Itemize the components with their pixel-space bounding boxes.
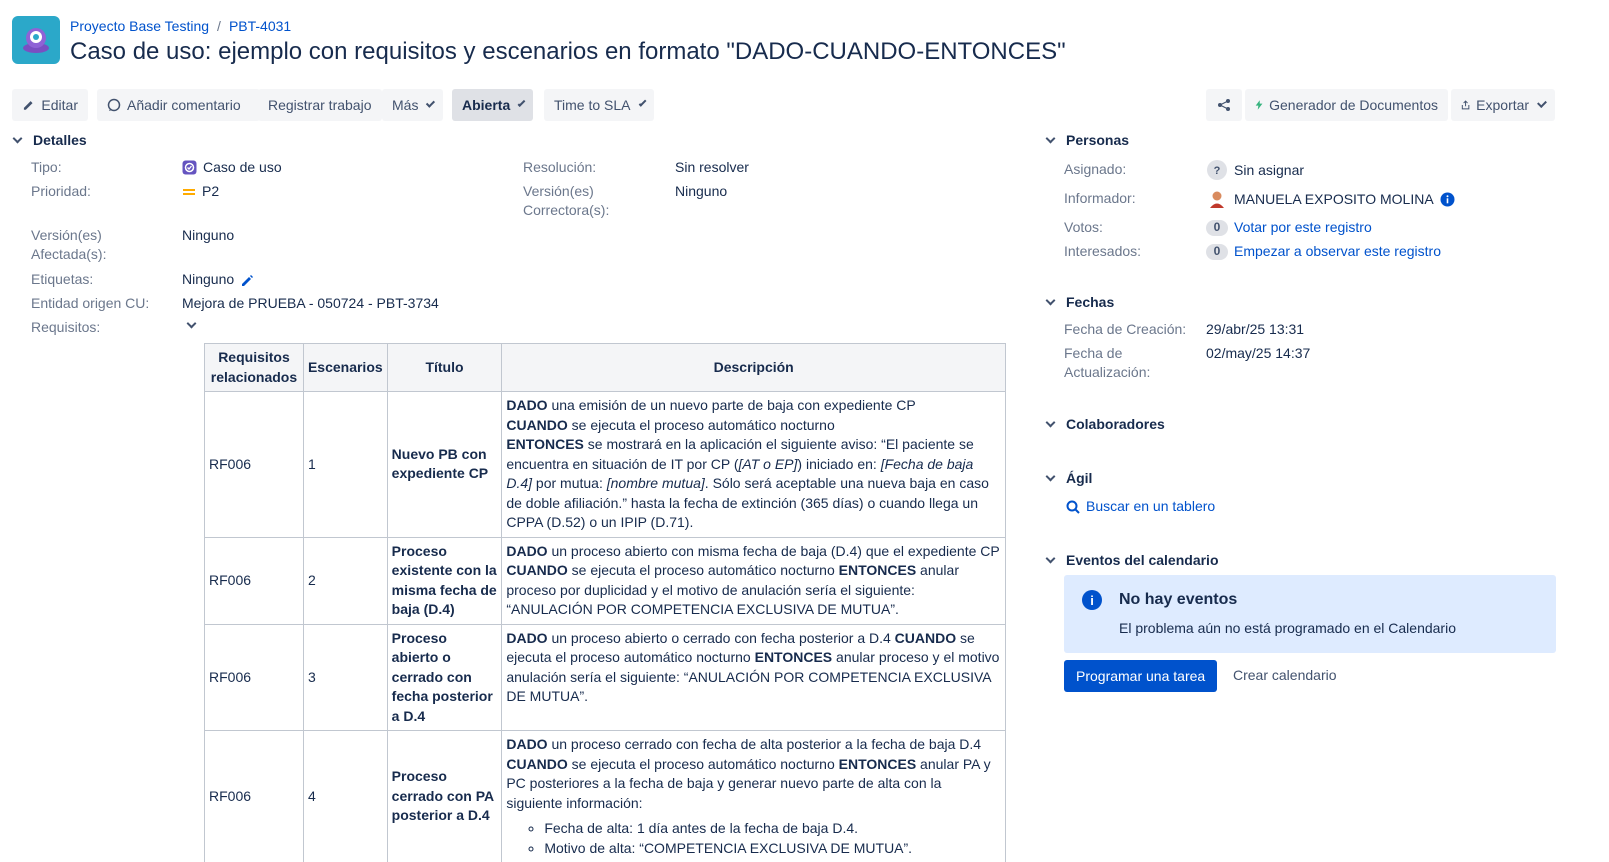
list-item: ◦ Fecha de alta: 1 día antes de la fecha de baja D.4. — [544, 819, 1001, 839]
header-titulo: Título — [387, 344, 502, 392]
fechas-heading: Fechas — [1066, 294, 1115, 310]
header-requisitos: Requisitos relacionados — [205, 344, 304, 392]
use-case-icon — [182, 160, 197, 175]
chevron-down-icon — [187, 319, 197, 329]
time-to-sla-button[interactable] — [544, 89, 654, 121]
table-row — [205, 537, 1006, 624]
desc-text: ) iniciado en: — [797, 455, 881, 472]
status-label: Abierta — [462, 97, 511, 113]
chevron-down-icon — [1046, 418, 1056, 428]
document-generator-label: Generador de Documentos — [1269, 97, 1438, 113]
watch-link[interactable]: Empezar a observar este registro — [1234, 243, 1441, 259]
keyword-entonces: ENTONCES — [506, 436, 584, 452]
keyword-entonces: ENTONCES — [754, 649, 833, 665]
keyword-cuando: CUANDO — [894, 629, 957, 646]
status-button[interactable] — [452, 89, 533, 121]
desc-text: se ejecuta el proceso automático nocturno — [567, 416, 835, 433]
chevron-down-icon — [1046, 134, 1056, 144]
cell-titulo: Proceso cerrado con PA posterior a D.4 — [387, 731, 502, 862]
share-button[interactable] — [1206, 89, 1242, 121]
toolbar — [12, 89, 1597, 121]
chevron-down-icon — [1046, 554, 1056, 564]
actualizacion-value: 02/may/25 14:37 — [1206, 345, 1311, 361]
no-events-text: El problema aún no está programado en el Calendario — [1119, 620, 1456, 636]
chevron-down-icon — [1046, 472, 1056, 482]
sla-label: Time to SLA — [554, 97, 631, 113]
etiquetas-label: Etiquetas: — [31, 271, 94, 287]
votos-label: Votos: — [1064, 219, 1103, 235]
desc-text: . Sólo será aceptable una nueva baja en caso de doble afiliación.” hasta la fecha de extinción (365 días) o cuando llega un CPPA (D.52) o un IPIP (D.71). — [506, 475, 989, 530]
search-icon — [1066, 500, 1080, 514]
svg-text:?: ? — [1213, 165, 1221, 177]
desc-text: anular proceso por duplicidad y el motivo de anulación sería el siguiente: “ANULACIÓN POR COMPETENCIA EXCLUSIVA DE MUTUA”. — [506, 562, 959, 617]
cell-descripcion — [502, 537, 1006, 624]
version-correctora-label-line2: Correctora(s): — [523, 202, 610, 218]
no-events-panel — [1064, 575, 1556, 653]
schedule-task-button[interactable]: Programar una tarea — [1064, 660, 1217, 692]
cell-requisito: RF006 — [205, 392, 304, 538]
edit-label: Editar — [41, 97, 78, 113]
cell-titulo: Nuevo PB con expediente CP — [387, 392, 502, 538]
informador-value[interactable] — [1206, 188, 1455, 210]
create-calendar-button[interactable]: Crear calendario — [1233, 667, 1337, 683]
breadcrumb — [70, 18, 291, 34]
asignado-text: Sin asignar — [1234, 161, 1305, 178]
export-icon — [1461, 98, 1470, 112]
tipo-text: Caso de uso — [203, 159, 282, 175]
votos-value — [1206, 218, 1372, 237]
desc-italic: [Fecha de baja D.4] — [506, 455, 974, 491]
issue-title[interactable]: Caso de uso: ejemplo con requisitos y escenarios en formato "DADO-CUANDO-ENTONCES" — [70, 38, 1066, 65]
requisitos-toggle[interactable] — [186, 323, 201, 327]
version-afectada-label — [31, 226, 106, 264]
export-label: Exportar — [1476, 97, 1530, 113]
desc-text: un proceso cerrado con fecha de alta posterior a la fecha de baja D.4 — [547, 736, 982, 752]
tipo-value — [182, 158, 282, 177]
prioridad-value — [182, 182, 219, 201]
cell-requisito: RF006 — [205, 624, 304, 731]
project-avatar[interactable] — [12, 16, 60, 64]
user-avatar-icon — [1206, 188, 1228, 210]
export-button[interactable] — [1451, 89, 1555, 121]
cell-escenario: 1 — [303, 392, 387, 538]
priority-medium-icon — [182, 186, 196, 198]
details-section-toggle[interactable] — [12, 132, 87, 148]
personas-section-toggle[interactable] — [1045, 132, 1129, 148]
table-row — [205, 624, 1006, 731]
header-escenarios: Escenarios — [303, 344, 387, 392]
more-button[interactable] — [382, 89, 443, 121]
version-correctora-value: Ninguno — [675, 183, 728, 199]
cell-descripcion — [502, 624, 1006, 731]
no-events-title: No hay eventos — [1119, 591, 1238, 608]
details-heading: Detalles — [33, 132, 87, 148]
colaboradores-section-toggle[interactable] — [1045, 416, 1165, 432]
list-item: ◦ Motivo de alta: “COMPETENCIA EXCLUSIVA DE MUTUA”. — [544, 839, 1001, 859]
log-work-button[interactable] — [258, 89, 382, 121]
add-comment-button[interactable] — [97, 89, 260, 121]
breadcrumb-separator: / — [217, 18, 221, 34]
keyword-cuando: CUANDO — [506, 755, 568, 772]
colaboradores-heading: Colaboradores — [1066, 416, 1165, 432]
document-generator-button[interactable] — [1245, 89, 1448, 121]
etiquetas-value[interactable] — [182, 270, 254, 289]
keyword-cuando: CUANDO — [506, 416, 568, 433]
pencil-icon — [22, 98, 35, 112]
search-board-text: Buscar en un tablero — [1086, 498, 1216, 514]
resolucion-value: Sin resolver — [675, 159, 749, 175]
personas-heading: Personas — [1066, 132, 1130, 148]
table-row — [205, 731, 1006, 862]
desc-text: un proceso abierto con misma fecha de baja (D.4) que el expediente CP — [547, 542, 1000, 559]
version-afectada-value: Ninguno — [182, 227, 235, 243]
etiquetas-text: Ninguno — [182, 271, 235, 287]
cell-titulo: Proceso existente con la misma fecha de baja (D.4) — [387, 537, 502, 624]
chevron-down-icon — [1046, 296, 1056, 306]
desc-text: se ejecuta el proceso automático nocturno — [567, 755, 839, 772]
interesados-value — [1206, 242, 1441, 261]
entidad-origen-label: Entidad origen CU: — [31, 295, 150, 311]
keyword-dado: DADO — [506, 542, 548, 559]
log-work-label: Registrar trabajo — [268, 97, 372, 113]
version-correctora-label-line1: Versión(es) — [523, 183, 594, 199]
cell-requisito: RF006 — [205, 537, 304, 624]
cell-escenario: 4 — [303, 731, 387, 862]
desc-italic: [AT o EP] — [738, 455, 798, 472]
calendario-heading: Eventos del calendario — [1066, 552, 1219, 568]
breadcrumb-issue-key[interactable]: PBT-4031 — [228, 18, 292, 34]
asignado-label: Asignado: — [1064, 161, 1127, 177]
informador-label: Informador: — [1064, 190, 1136, 206]
cell-requisito: RF006 — [205, 731, 304, 862]
keyword-dado: DADO — [506, 736, 548, 752]
more-label: Más — [392, 97, 419, 113]
actualizacion-label-line1: Fecha de — [1064, 345, 1123, 361]
chevron-down-icon — [13, 134, 23, 144]
desc-text: se mostrará en la aplicación el siguiente aviso: “El paciente se encuentra en situación de IT por CP ( — [506, 436, 974, 472]
pencil-icon[interactable] — [240, 273, 254, 287]
actualizacion-label — [1064, 344, 1150, 382]
requirements-table — [204, 343, 1006, 862]
informador-text: MANUELA EXPOSITO MOLINA — [1234, 190, 1434, 207]
actualizacion-label-line2: Actualización: — [1064, 364, 1151, 380]
lightning-icon — [1255, 98, 1263, 112]
votos-count-badge: 0 — [1206, 220, 1228, 236]
interesados-label: Interesados: — [1064, 243, 1142, 259]
unassigned-avatar-icon — [1206, 159, 1228, 181]
prioridad-label: Prioridad: — [31, 183, 91, 199]
cell-escenario: 3 — [303, 624, 387, 731]
tipo-label: Tipo: — [31, 159, 62, 175]
header — [12, 16, 60, 64]
comment-icon — [107, 98, 121, 112]
asignado-value[interactable] — [1206, 159, 1304, 181]
version-correctora-label — [523, 182, 609, 220]
desc-text: por mutua: — [532, 475, 607, 491]
desc-text: anular proceso y el motivo anulación sería el siguiente: “ANULACIÓN POR COMPETENCIA EXCLUSIVA DE MUTUA”. — [506, 649, 1000, 704]
header-descripcion: Descripción — [502, 344, 1006, 392]
version-afectada-label-line1: Versión(es) — [31, 227, 102, 243]
cell-descripcion — [502, 392, 1006, 538]
resolucion-label: Resolución: — [523, 159, 597, 175]
keyword-entonces: ENTONCES — [838, 562, 917, 578]
chevron-down-icon — [1537, 98, 1547, 108]
breadcrumb-project[interactable]: Proyecto Base Testing — [70, 18, 210, 34]
search-board-link[interactable] — [1066, 497, 1215, 516]
desc-text: se ejecuta el proceso automático nocturno — [506, 629, 975, 665]
desc-italic: [nombre mutua] — [606, 475, 705, 491]
info-icon[interactable] — [1440, 192, 1455, 207]
chevron-down-icon — [518, 99, 526, 107]
edit-button[interactable] — [12, 89, 88, 121]
agil-section-toggle[interactable] — [1045, 470, 1092, 486]
version-afectada-label-line2: Afectada(s): — [31, 246, 107, 262]
entidad-origen-value: Mejora de PRUEBA - 050724 - PBT-3734 — [182, 295, 439, 311]
cell-titulo: Proceso abierto o cerrado con fecha posterior a D.4 — [387, 624, 502, 731]
keyword-dado: DADO — [506, 397, 548, 413]
requisitos-label: Requisitos: — [31, 319, 101, 335]
table-header-row — [205, 344, 1006, 392]
calendario-section-toggle[interactable] — [1045, 552, 1219, 568]
creacion-label: Fecha de Creación: — [1064, 321, 1187, 337]
chevron-down-icon — [638, 99, 646, 107]
desc-text: se ejecuta el proceso automático nocturno — [567, 562, 839, 578]
desc-text: anular PA y PC posteriores a la fecha de baja y generar nuevo parte de alta con la siguiente información: — [506, 755, 991, 811]
agil-heading: Ágil — [1066, 470, 1093, 486]
info-icon: i — [1082, 590, 1102, 610]
vote-link[interactable]: Votar por este registro — [1234, 219, 1372, 235]
add-comment-label: Añadir comentario — [127, 97, 241, 113]
prioridad-text: P2 — [202, 183, 220, 199]
desc-text: un proceso abierto o cerrado con fecha posterior a D.4 — [547, 629, 895, 646]
robot-icon — [18, 22, 54, 58]
cell-descripcion — [502, 731, 1006, 862]
chevron-down-icon — [426, 99, 435, 108]
desc-list — [544, 819, 1001, 858]
keyword-entonces: ENTONCES — [838, 755, 917, 772]
fechas-section-toggle[interactable] — [1045, 294, 1114, 310]
creacion-value: 29/abr/25 13:31 — [1206, 321, 1305, 337]
cell-escenario: 2 — [303, 537, 387, 624]
keyword-dado: DADO — [506, 629, 548, 646]
desc-text: una emisión de un nuevo parte de baja con expediente CP — [547, 397, 916, 413]
table-row — [205, 392, 1006, 538]
watchers-count-badge: 0 — [1206, 244, 1228, 260]
keyword-cuando: CUANDO — [506, 562, 568, 578]
share-icon — [1217, 98, 1231, 112]
